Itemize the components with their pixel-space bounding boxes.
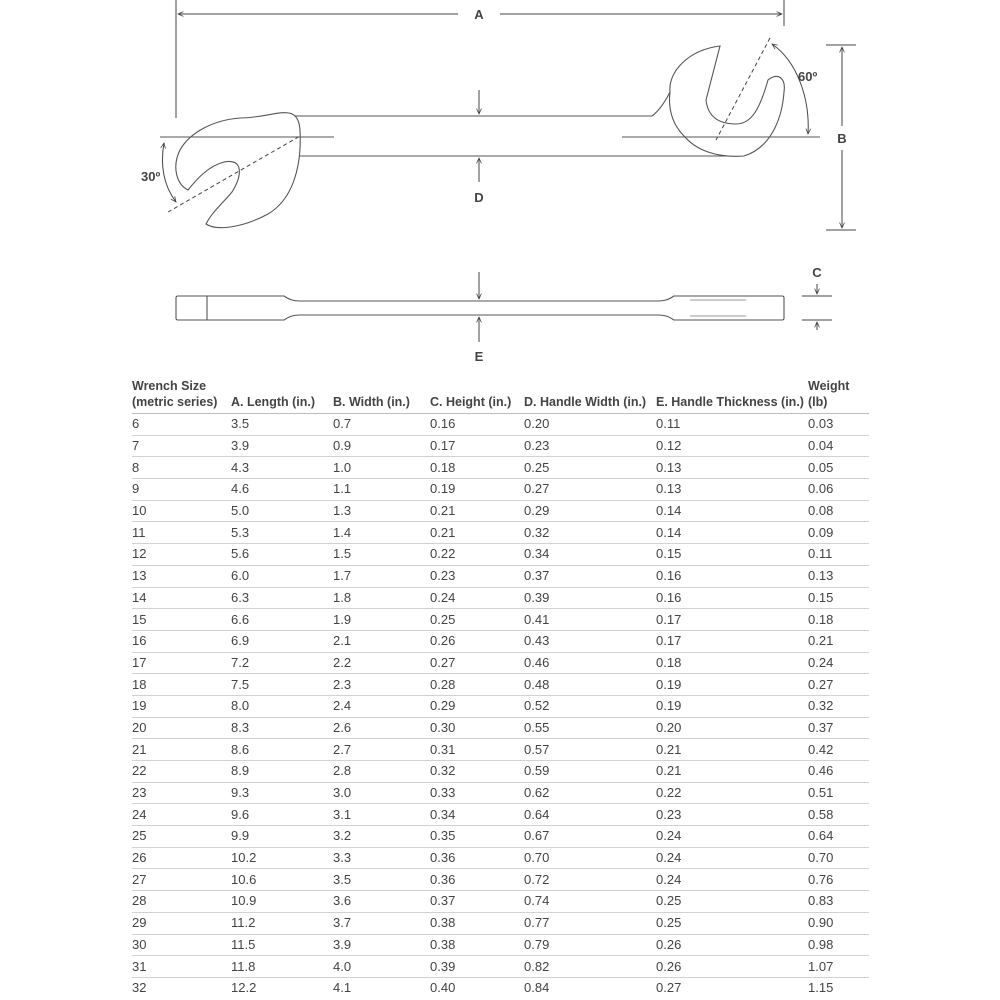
table-cell: 1.1 <box>333 479 430 501</box>
table-cell: 0.19 <box>430 479 524 501</box>
table-cell: 3.7 <box>333 912 430 934</box>
table-cell: 0.74 <box>524 891 656 913</box>
table-cell: 0.24 <box>656 869 808 891</box>
column-header-line: D. Handle Width (in.) <box>524 395 647 409</box>
table-cell: 0.51 <box>808 782 869 804</box>
table-cell: 18 <box>132 674 231 696</box>
table-header-row <box>132 378 869 414</box>
table-cell: 1.07 <box>808 956 869 978</box>
table-cell: 0.20 <box>656 717 808 739</box>
table-cell: 3.6 <box>333 891 430 913</box>
column-header <box>524 378 656 414</box>
table-cell: 0.59 <box>524 761 656 783</box>
table-row <box>132 457 869 479</box>
table-cell: 17 <box>132 652 231 674</box>
table-cell: 0.09 <box>808 522 869 544</box>
table-cell: 2.2 <box>333 652 430 674</box>
label-angle-60: 60º <box>798 69 818 84</box>
table-cell: 0.17 <box>656 609 808 631</box>
table-cell: 8.6 <box>231 739 333 761</box>
table-cell: 0.98 <box>808 934 869 956</box>
table-cell: 8.3 <box>231 717 333 739</box>
table-row <box>132 977 869 998</box>
table-cell: 14 <box>132 587 231 609</box>
table-cell: 0.38 <box>430 934 524 956</box>
table-cell: 0.40 <box>430 980 456 996</box>
table-row <box>132 826 869 848</box>
table-cell: 0.27 <box>430 652 524 674</box>
table-cell: 2.4 <box>333 695 430 717</box>
table-cell: 3.2 <box>333 826 430 848</box>
table-cell: 8.0 <box>231 695 333 717</box>
table-row <box>132 435 869 457</box>
column-header <box>231 378 333 414</box>
wrench-side-view <box>176 296 784 320</box>
table-cell: 0.19 <box>656 674 808 696</box>
table-row <box>132 847 869 869</box>
table-cell: 0.24 <box>430 587 524 609</box>
table-cell: 23 <box>132 782 231 804</box>
table-cell: 0.20 <box>524 414 656 436</box>
table-cell: 0.25 <box>656 891 808 913</box>
table-cell: 0.34 <box>430 804 524 826</box>
table-cell: 0.46 <box>524 652 656 674</box>
table-cell: 0.15 <box>808 587 869 609</box>
table-cell: 4.0 <box>333 956 430 978</box>
table-cell: 0.22 <box>430 544 524 566</box>
table-cell: 0.17 <box>430 435 524 457</box>
table-cell: 2.6 <box>333 717 430 739</box>
table-cell: 0.21 <box>430 522 524 544</box>
table-cell: 0.48 <box>524 674 656 696</box>
table-row <box>132 956 869 978</box>
table-cell: 7 <box>132 435 231 457</box>
table-cell: 25 <box>132 826 231 848</box>
label-a: A <box>474 7 484 22</box>
table-row <box>132 912 869 934</box>
table-cell: 30 <box>132 934 231 956</box>
table-cell: 0.26 <box>656 956 808 978</box>
column-header <box>656 378 808 414</box>
table-row <box>132 630 869 652</box>
table-cell: 0.12 <box>656 435 808 457</box>
table-cell: 0.11 <box>656 414 808 436</box>
table-row <box>132 565 869 587</box>
table-cell: 0.42 <box>808 739 869 761</box>
table-cell: 0.03 <box>808 414 869 436</box>
table-cell: 0.64 <box>524 804 656 826</box>
table-cell: 3.9 <box>231 435 333 457</box>
table-cell: 8.9 <box>231 761 333 783</box>
column-header-line: A. Length (in.) <box>231 395 316 409</box>
table-cell: 19 <box>132 695 231 717</box>
table-cell: 0.13 <box>656 457 808 479</box>
table-cell: 0.76 <box>808 869 869 891</box>
table-cell: 3.9 <box>333 934 430 956</box>
table-cell: 1.3 <box>333 500 430 522</box>
table-cell: 0.70 <box>524 847 656 869</box>
table-cell: 1.5 <box>333 544 430 566</box>
label-d: D <box>474 190 484 205</box>
table-cell: 0.35 <box>430 826 524 848</box>
table-cell: 0.25 <box>656 912 808 934</box>
table-cell: 0.9 <box>333 435 430 457</box>
table-cell: 2.3 <box>333 674 430 696</box>
table-cell: 0.26 <box>656 934 808 956</box>
table-cell: 0.67 <box>524 826 656 848</box>
table-cell: 0.37 <box>430 891 524 913</box>
table-cell: 11 <box>132 522 231 544</box>
table-body <box>132 414 869 999</box>
table-cell: 1.15 <box>808 980 834 996</box>
table-cell: 0.24 <box>656 826 808 848</box>
table-cell: 12.2 <box>231 980 257 996</box>
table-cell: 0.33 <box>430 782 524 804</box>
table-cell: 7.5 <box>231 674 333 696</box>
table-cell: 10 <box>132 500 231 522</box>
table-cell: 0.32 <box>524 522 656 544</box>
table-cell: 0.52 <box>524 695 656 717</box>
table-cell: 0.62 <box>524 782 656 804</box>
table-cell: 0.57 <box>524 739 656 761</box>
column-header <box>333 378 430 414</box>
table-cell: 0.37 <box>808 717 869 739</box>
table-cell: 4.6 <box>231 479 333 501</box>
table-cell: 3.0 <box>333 782 430 804</box>
table-cell: 0.21 <box>430 500 524 522</box>
table-cell: 0.06 <box>808 479 869 501</box>
wrench-spec-table <box>132 378 869 999</box>
table-cell: 0.32 <box>430 761 524 783</box>
table-cell: 0.18 <box>656 652 808 674</box>
table-cell: 0.04 <box>808 435 869 457</box>
table-cell: 3.5 <box>333 869 430 891</box>
table-row <box>132 782 869 804</box>
table-cell: 0.32 <box>808 695 869 717</box>
table-cell: 10.2 <box>231 847 333 869</box>
table-cell: 6.6 <box>231 609 333 631</box>
table-cell: 0.82 <box>524 956 656 978</box>
table-cell: 0.39 <box>524 587 656 609</box>
table-cell: 11.8 <box>231 956 333 978</box>
table-cell: 0.58 <box>808 804 869 826</box>
table-cell: 0.46 <box>808 761 869 783</box>
label-c: C <box>812 265 822 280</box>
table-cell: 0.15 <box>656 544 808 566</box>
table-row <box>132 804 869 826</box>
table-cell: 0.14 <box>656 522 808 544</box>
column-header-line: (metric series) <box>132 395 218 409</box>
table-cell: 1.9 <box>333 609 430 631</box>
table-cell: 1.8 <box>333 587 430 609</box>
table-cell: 27 <box>132 869 231 891</box>
table-cell: 6 <box>132 414 231 436</box>
table-cell: 24 <box>132 804 231 826</box>
table-cell: 31 <box>132 956 231 978</box>
table-cell: 0.16 <box>656 587 808 609</box>
label-e: E <box>474 349 484 364</box>
table-cell: 21 <box>132 739 231 761</box>
column-header <box>430 378 524 414</box>
table-cell: 11.5 <box>231 934 333 956</box>
table-cell: 0.23 <box>430 565 524 587</box>
table-cell: 0.39 <box>430 956 524 978</box>
table-cell: 0.30 <box>430 717 524 739</box>
table-cell: 11.2 <box>231 912 333 934</box>
table-row <box>132 414 869 436</box>
table-cell: 3.5 <box>231 414 333 436</box>
table-cell: 20 <box>132 717 231 739</box>
table-cell: 0.22 <box>656 782 808 804</box>
table-cell: 5.6 <box>231 544 333 566</box>
table-cell: 4.3 <box>231 457 333 479</box>
table-cell: 0.23 <box>524 435 656 457</box>
table-cell: 5.3 <box>231 522 333 544</box>
table-row <box>132 609 869 631</box>
column-header-line: Wrench Size <box>132 379 207 393</box>
table-cell: 0.41 <box>524 609 656 631</box>
table-cell: 0.25 <box>430 609 524 631</box>
table-cell: 0.36 <box>430 869 524 891</box>
table-cell: 0.36 <box>430 847 524 869</box>
table-cell: 1.4 <box>333 522 430 544</box>
table-row <box>132 717 869 739</box>
table-row <box>132 934 869 956</box>
table-cell: 3.3 <box>333 847 430 869</box>
table-cell: 0.37 <box>524 565 656 587</box>
table-row <box>132 652 869 674</box>
table-cell: 0.17 <box>656 630 808 652</box>
table-cell: 0.27 <box>524 479 656 501</box>
table-row <box>132 587 869 609</box>
table-row <box>132 761 869 783</box>
table-cell: 0.28 <box>430 674 524 696</box>
table-cell: 16 <box>132 630 231 652</box>
table-row <box>132 522 869 544</box>
table-row <box>132 739 869 761</box>
table-cell: 1.7 <box>333 565 430 587</box>
table-cell: 0.05 <box>808 457 869 479</box>
label-angle-30: 30º <box>141 169 161 184</box>
table-cell: 0.38 <box>430 912 524 934</box>
table-cell: 0.27 <box>656 980 682 996</box>
table-cell: 0.11 <box>808 544 869 566</box>
table-cell: 26 <box>132 847 231 869</box>
table-cell: 0.08 <box>808 500 869 522</box>
table-cell: 0.25 <box>524 457 656 479</box>
table-cell: 12 <box>132 544 231 566</box>
table-cell: 0.55 <box>524 717 656 739</box>
table-cell: 6.0 <box>231 565 333 587</box>
table-cell: 0.18 <box>430 457 524 479</box>
table-cell: 6.3 <box>231 587 333 609</box>
table-cell: 0.79 <box>524 934 656 956</box>
table-row <box>132 500 869 522</box>
wrench-dimension-diagram <box>0 0 1000 372</box>
table-cell: 7.2 <box>231 652 333 674</box>
column-header-line: E. Handle Thickness (in.) <box>656 395 804 409</box>
table-cell: 32 <box>132 980 147 996</box>
table-cell: 22 <box>132 761 231 783</box>
table-cell: 0.77 <box>524 912 656 934</box>
table-cell: 0.18 <box>808 609 869 631</box>
table-cell: 9.6 <box>231 804 333 826</box>
table-cell: 0.70 <box>808 847 869 869</box>
table-cell: 2.8 <box>333 761 430 783</box>
table-cell: 9 <box>132 479 231 501</box>
table-cell: 0.90 <box>808 912 869 934</box>
table-cell: 0.43 <box>524 630 656 652</box>
table-cell: 1.0 <box>333 457 430 479</box>
table-cell: 5.0 <box>231 500 333 522</box>
table-row <box>132 674 869 696</box>
column-header-line: B. Width (in.) <box>333 395 410 409</box>
table-cell: 13 <box>132 565 231 587</box>
table-cell: 10.6 <box>231 869 333 891</box>
table-cell: 0.19 <box>656 695 808 717</box>
table-cell: 0.27 <box>808 674 869 696</box>
column-header-line: Weight (lb) <box>808 379 850 409</box>
column-header-line: C. Height (in.) <box>430 395 512 409</box>
table-cell: 28 <box>132 891 231 913</box>
table-cell: 0.13 <box>656 479 808 501</box>
table-cell: 0.23 <box>656 804 808 826</box>
table-cell: 0.7 <box>333 414 430 436</box>
table-cell: 8 <box>132 457 231 479</box>
table-cell: 0.29 <box>524 500 656 522</box>
table-cell: 9.3 <box>231 782 333 804</box>
label-b: B <box>837 131 847 146</box>
table-cell: 6.9 <box>231 630 333 652</box>
table-cell: 0.13 <box>808 565 869 587</box>
table-cell: 0.34 <box>524 544 656 566</box>
column-header <box>132 378 231 414</box>
table-row <box>132 479 869 501</box>
table-cell: 9.9 <box>231 826 333 848</box>
dimension-c <box>802 284 832 330</box>
table-cell: 2.1 <box>333 630 430 652</box>
table-cell: 0.24 <box>656 847 808 869</box>
table-cell: 0.26 <box>430 630 524 652</box>
table-cell: 0.24 <box>808 652 869 674</box>
table-cell: 0.84 <box>524 980 550 996</box>
column-header <box>808 378 869 414</box>
table-cell: 4.1 <box>333 980 352 996</box>
table-cell: 0.83 <box>808 891 869 913</box>
table-cell: 0.21 <box>808 630 869 652</box>
table-row <box>132 891 869 913</box>
table-cell: 3.1 <box>333 804 430 826</box>
table-cell: 10.9 <box>231 891 333 913</box>
table-cell: 0.16 <box>430 414 524 436</box>
table-cell: 0.31 <box>430 739 524 761</box>
table-row <box>132 544 869 566</box>
table-cell: 0.64 <box>808 826 869 848</box>
table-cell: 0.29 <box>430 695 524 717</box>
table-cell: 0.21 <box>656 739 808 761</box>
table-row <box>132 869 869 891</box>
table-cell: 15 <box>132 609 231 631</box>
table-cell: 0.21 <box>656 761 808 783</box>
table-cell: 0.14 <box>656 500 808 522</box>
table-cell: 0.72 <box>524 869 656 891</box>
table-cell: 29 <box>132 912 231 934</box>
table-cell: 2.7 <box>333 739 430 761</box>
table-row <box>132 695 869 717</box>
table-cell: 0.16 <box>656 565 808 587</box>
